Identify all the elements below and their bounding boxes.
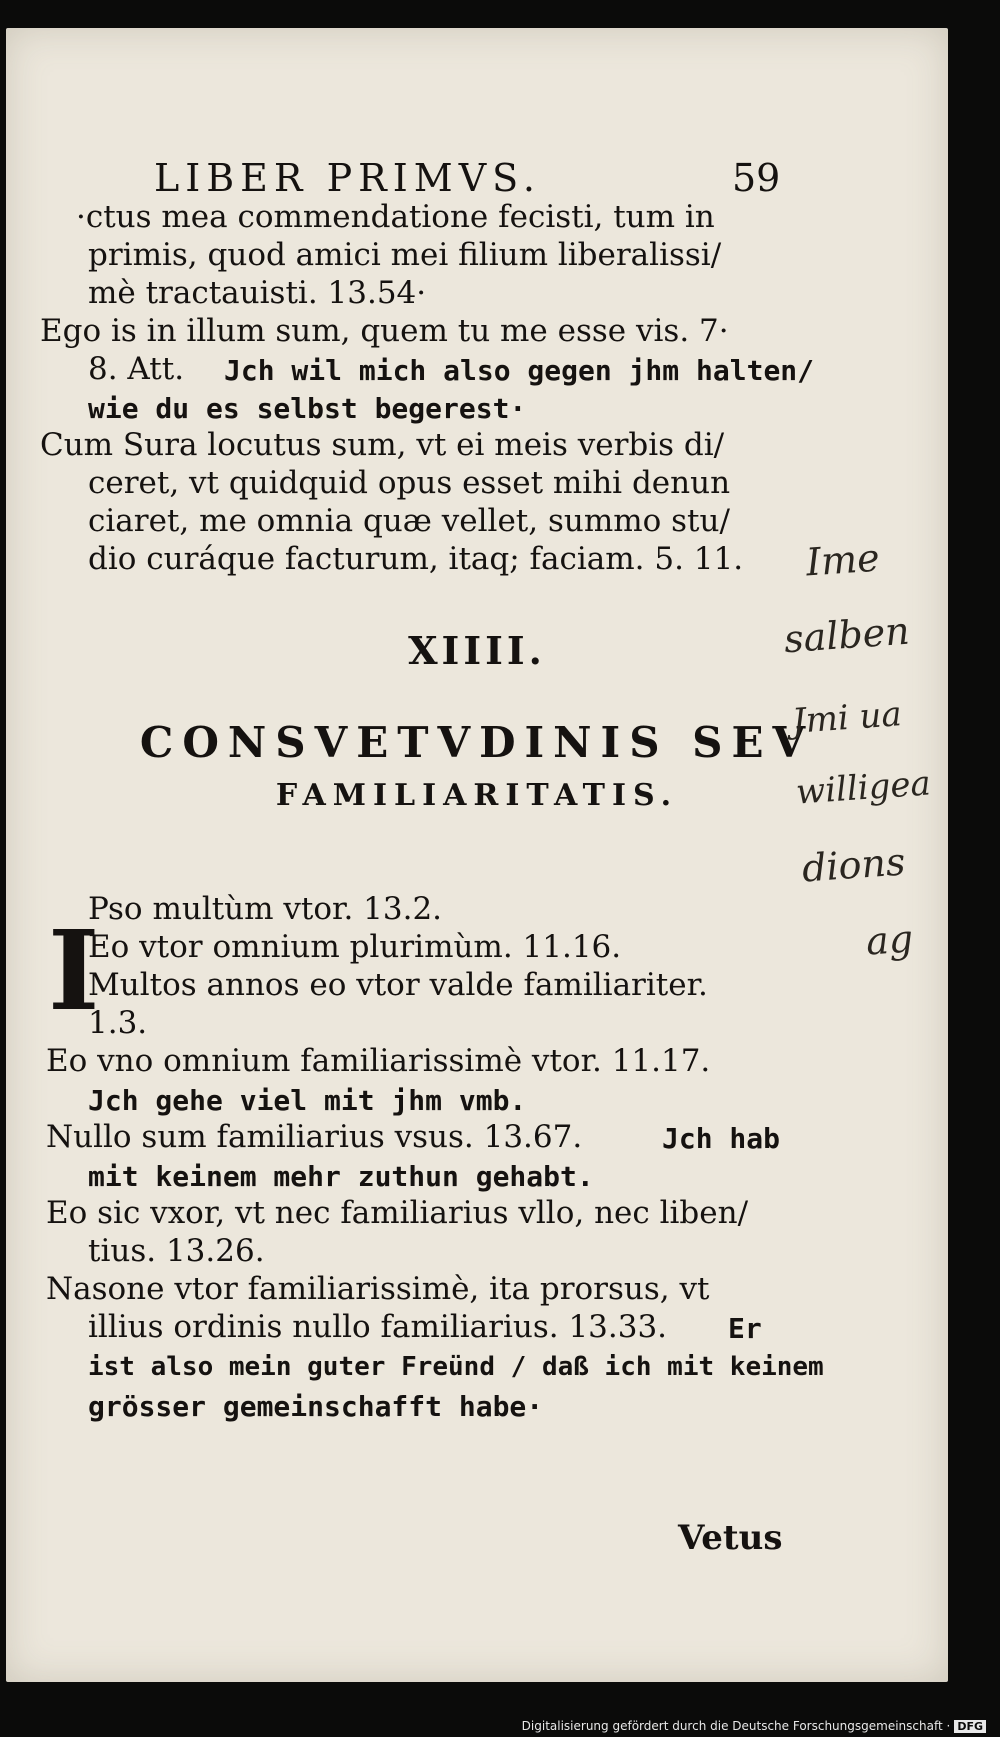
running-title: LIBER PRIMVS.	[154, 156, 541, 200]
text-line: Eo sic vxor, vt nec familiarius vllo, nec liben/	[46, 1195, 749, 1231]
credit-text: Digitalisierung gefördert durch die Deutsche Forschungsgemeinschaft ·	[521, 1719, 951, 1733]
text-line: ·ctus mea commendatione fecisti, tum in	[76, 199, 715, 235]
text-line: dio curáque facturum, itaq; faciam. 5. 11.	[88, 541, 744, 577]
folio-number: 59	[732, 156, 781, 200]
text-line: ciaret, me omnia quæ vellet, summo stu/	[88, 503, 730, 539]
german-line: grösser gemeinschafft habe·	[88, 1390, 544, 1423]
section-title: CONSVETVDINIS SEV	[139, 718, 815, 767]
text-line: Multos annos eo vtor valde familiariter.	[88, 967, 708, 1003]
section-numeral: XIIII.	[408, 628, 546, 673]
digitization-credit	[522, 1719, 986, 1733]
handwritten-note: Ime	[804, 535, 881, 585]
text-line: Eo vtor omnium plurimùm. 11.16.	[88, 929, 622, 965]
text-line: mè tractauisti. 13.54·	[88, 275, 427, 311]
text-line: Nullo sum familiarius vsus. 13.67.	[46, 1119, 583, 1155]
text-line: Pso multùm vtor. 13.2.	[88, 891, 443, 927]
handwritten-note: Jmi ua	[790, 694, 903, 742]
dfg-logo: DFG	[954, 1720, 986, 1733]
handwritten-note: salben	[782, 608, 911, 662]
handwritten-note: willigea	[794, 763, 932, 813]
handwritten-note: dions	[800, 839, 907, 891]
drop-capital: I	[48, 906, 100, 1035]
text-line: Eo vno omnium familiarissimè vtor. 11.17.	[46, 1043, 711, 1079]
german-line: mit keinem mehr zuthun gehabt.	[88, 1160, 594, 1193]
text-line: Ego is in illum sum, quem tu me esse vis. 7·	[40, 313, 729, 349]
text-line: Cum Sura locutus sum, vt ei meis verbis di/	[40, 427, 725, 463]
text-line: ceret, vt quidquid opus esset mihi denun	[88, 465, 731, 501]
german-line: Jch wil mich also gegen jhm halten/	[224, 354, 815, 387]
text-line: primis, quod amici mei filium liberalissi/	[88, 237, 722, 273]
section-subtitle: FAMILIARITATIS.	[275, 778, 679, 813]
text-line: 1.3.	[88, 1005, 148, 1041]
german-line: Jch gehe viel mit jhm vmb.	[88, 1084, 527, 1117]
german-line: Er	[728, 1312, 762, 1345]
german-line: ist also mein guter Freünd / daß ich mit keinem	[88, 1352, 824, 1382]
german-line: wie du es selbst begerest·	[88, 392, 527, 425]
text-line: tius. 13.26.	[88, 1233, 265, 1269]
book-page	[6, 28, 948, 1682]
catchword: Vetus	[678, 1518, 783, 1558]
text-line: illius ordinis nullo familiarius. 13.33.	[88, 1309, 668, 1345]
handwritten-note: ag	[864, 916, 915, 964]
text-line: 8. Att.	[88, 351, 185, 387]
german-line: Jch hab	[662, 1122, 781, 1155]
text-line: Nasone vtor familiarissimè, ita prorsus, vt	[46, 1271, 710, 1307]
